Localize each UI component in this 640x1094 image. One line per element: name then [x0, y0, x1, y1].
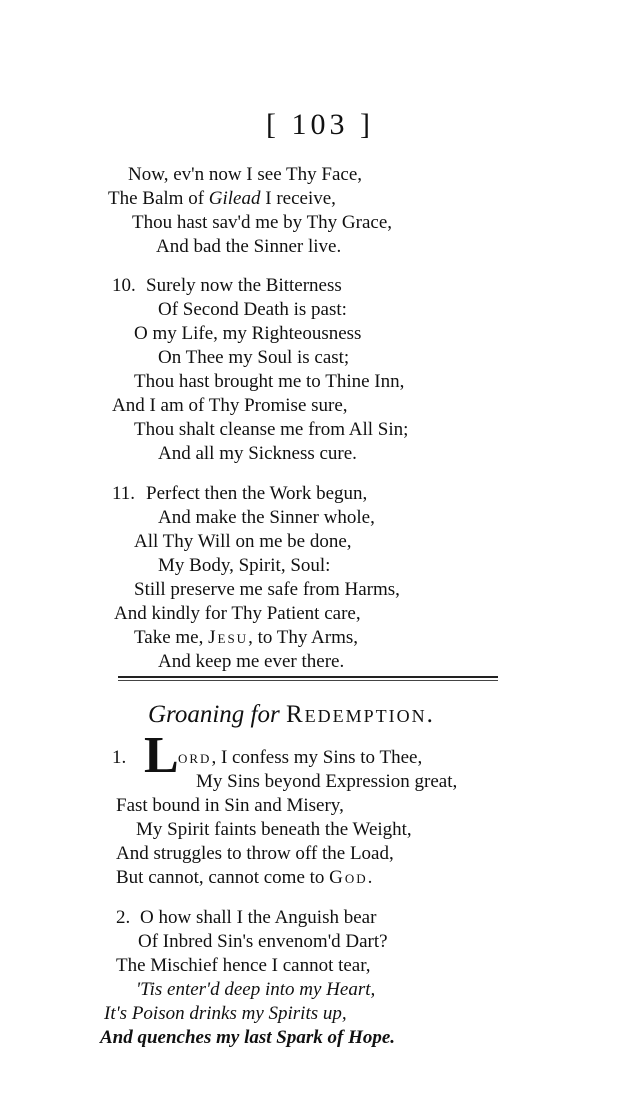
title-italic: Groaning for [148, 701, 286, 728]
verse-line: Fast bound in Sin and Misery, [116, 795, 344, 816]
drop-cap: L [144, 727, 179, 784]
verse-text: The Balm of [108, 188, 209, 209]
stanza-number: 1. [112, 747, 127, 768]
verse-line [178, 746, 422, 770]
verse-line: And bad the Sinner live. [156, 236, 342, 257]
verse-line [116, 866, 372, 890]
verse-text: , I confess my Sins to Thee, [211, 747, 423, 768]
verse-line: Surely now the Bitterness [146, 275, 342, 296]
verse-line: Now, ev'n now I see Thy Face, [128, 164, 363, 185]
verse-small-caps: Jesu [208, 627, 249, 648]
verse-text: But cannot, cannot come to [116, 867, 330, 888]
verse-line: 'Tis enter'd deep into my Heart, [136, 979, 376, 1000]
verse-line [108, 187, 336, 211]
verse-line: Still preserve me safe from Harms, [134, 579, 400, 600]
verse-line: And quenches my last Spark of Hope. [100, 1027, 396, 1048]
verse-line: And make the Sinner whole, [158, 507, 375, 528]
verse-line: O how shall I the Anguish bear [140, 907, 377, 928]
verse-line: And keep me ever there. [158, 651, 345, 672]
verse-text: I receive, [260, 188, 336, 209]
verse-line: Thou hast sav'd me by Thy Grace, [132, 212, 393, 233]
verse-line: And struggles to throw off the Load, [116, 843, 394, 864]
verse-line: Perfect then the Work begun, [146, 483, 368, 504]
page-number: [ 103 ] [266, 108, 374, 141]
verse-line: My Spirit faints beneath the Weight, [136, 819, 412, 840]
stanza-number: 10. [112, 275, 136, 296]
verse-small-caps: ord [178, 747, 212, 768]
verse-small-caps: God [329, 867, 368, 888]
verse-text: Take me, [134, 627, 209, 648]
verse-line: My Sins beyond Expression great, [196, 771, 458, 792]
verse-line: And all my Sickness cure. [158, 443, 357, 464]
verse-line: And kindly for Thy Patient care, [114, 603, 361, 624]
stanza-number: 2. [116, 907, 131, 928]
verse-line: And I am of Thy Promise sure, [112, 395, 348, 416]
verse-line: It's Poison drinks my Spirits up, [104, 1003, 347, 1024]
hymn-title [148, 700, 435, 730]
title-small-caps: Redemption. [285, 701, 435, 728]
verse-line: On Thee my Soul is cast; [158, 347, 350, 368]
section-rule [118, 676, 498, 678]
verse-line [134, 626, 358, 650]
verse-line: The Mischief hence I cannot tear, [116, 955, 371, 976]
verse-text: , to Thy Arms, [248, 627, 359, 648]
verse-line: O my Life, my Righteousness [134, 323, 362, 344]
verse-line: My Body, Spirit, Soul: [158, 555, 331, 576]
verse-text: . [367, 867, 373, 888]
verse-line: Thou hast brought me to Thine Inn, [134, 371, 405, 392]
verse-italic-word: Gilead [208, 188, 261, 209]
verse-line: Of Inbred Sin's envenom'd Dart? [138, 931, 388, 952]
verse-line: All Thy Will on me be done, [134, 531, 352, 552]
section-rule-thin [118, 680, 498, 681]
stanza-number: 11. [112, 483, 136, 504]
verse-line: Thou shalt cleanse me from All Sin; [134, 419, 409, 440]
verse-line: Of Second Death is past: [158, 299, 347, 320]
